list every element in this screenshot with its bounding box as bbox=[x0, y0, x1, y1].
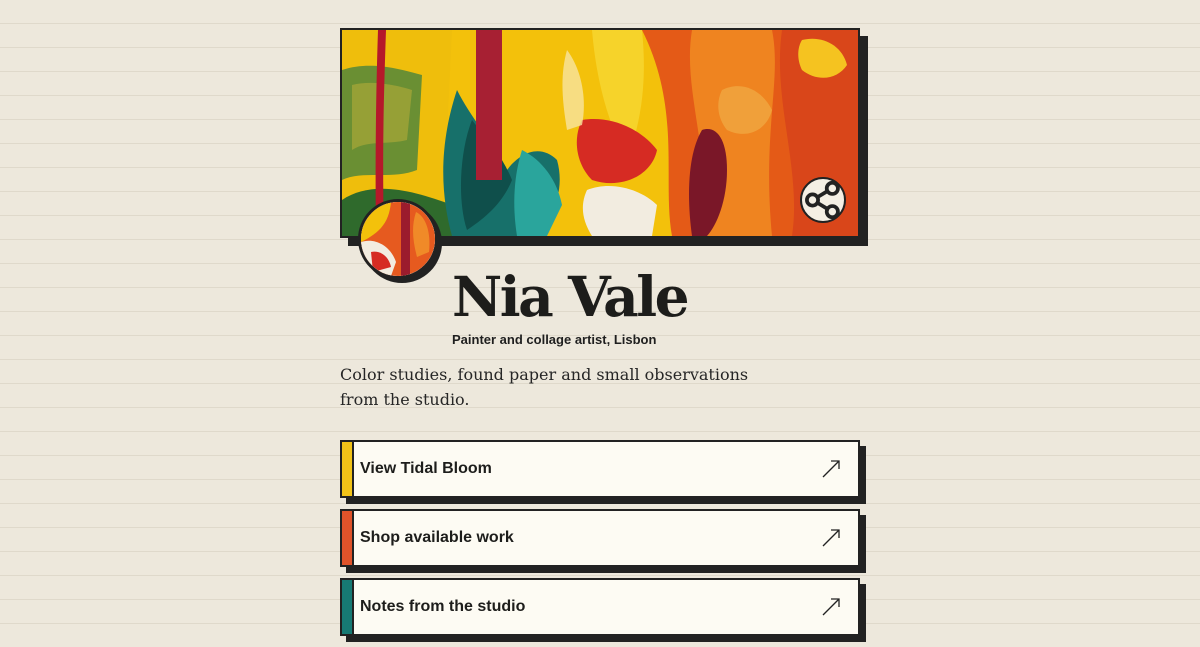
profile-page bbox=[340, 0, 860, 630]
link-notes-from-the-studio[interactable] bbox=[340, 578, 860, 636]
share-icon bbox=[802, 179, 844, 221]
link-accent-bar bbox=[342, 580, 354, 634]
avatar[interactable] bbox=[358, 199, 438, 279]
link-label: View Tidal Bloom bbox=[360, 460, 492, 477]
profile-name: Nia Vale bbox=[452, 264, 688, 329]
link-shop-available-work[interactable] bbox=[340, 509, 860, 567]
link-accent-bar bbox=[342, 511, 354, 565]
arrow-up-right-icon bbox=[820, 527, 842, 549]
link-view-tidal-bloom[interactable] bbox=[340, 440, 860, 498]
share-button[interactable] bbox=[800, 177, 846, 223]
arrow-up-right-icon bbox=[820, 596, 842, 618]
arrow-up-right-icon bbox=[820, 458, 842, 480]
link-list bbox=[340, 440, 860, 647]
profile-tagline: Painter and collage artist, Lisbon bbox=[452, 332, 657, 347]
avatar-painting-image bbox=[361, 202, 435, 276]
link-label: Shop available work bbox=[360, 529, 514, 546]
profile-bio: Color studies, found paper and small observations from the studio. bbox=[340, 365, 749, 409]
link-accent-bar bbox=[342, 442, 354, 496]
link-label: Notes from the studio bbox=[360, 598, 526, 615]
